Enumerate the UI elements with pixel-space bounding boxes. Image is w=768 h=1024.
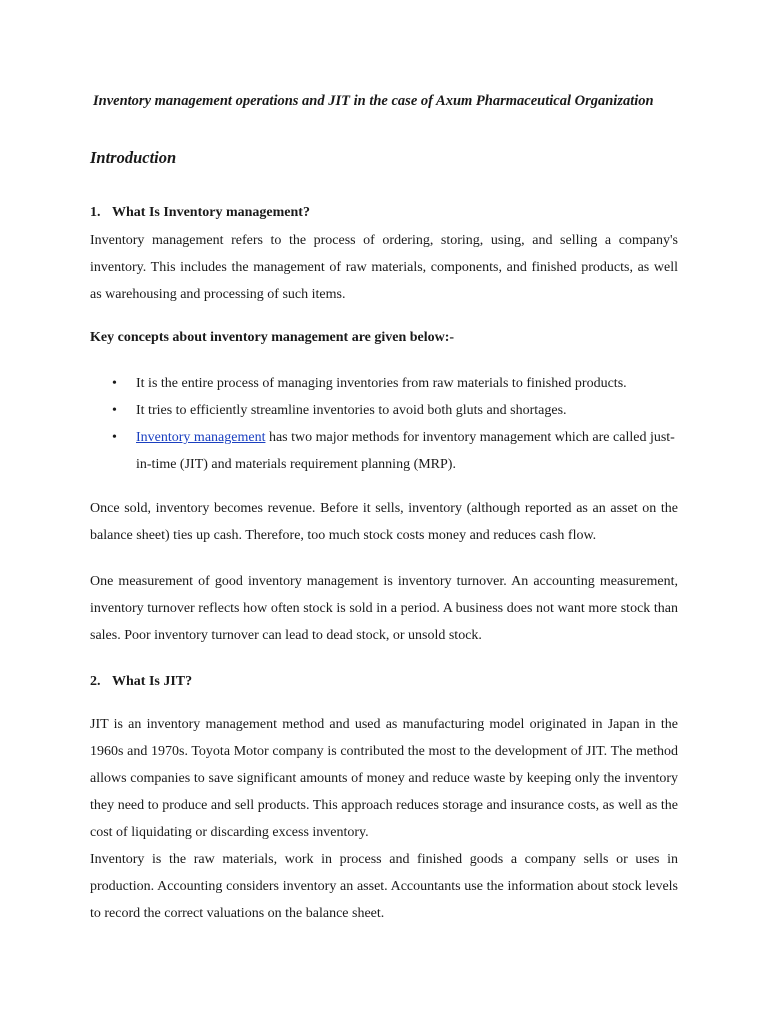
list-item (112, 397, 678, 424)
bullet-icon: • (112, 376, 117, 391)
section-2-paragraph-2: Inventory is the raw materials, work in process and finished goods a company sells or uses in production. Accounting considers inventory an asset. Accountants use the information about stock levels to record the correct valuations on the balance sheet. (90, 852, 678, 921)
key-concepts-list (112, 370, 678, 478)
list-item-text: It tries to efficiently streamline inventories to avoid both gluts and shortages. (136, 403, 567, 418)
section-1-paragraph: Inventory management refers to the process of ordering, storing, using, and selling a company's inventory. This includes the management of raw materials, components, and finished products, as well as warehousing and processing of such items. (90, 233, 678, 302)
list-item-text: has two major methods for inventory management which are called just-in-time (JIT) and materials requirement planning (MRP). (136, 430, 675, 472)
section-1-title: What Is Inventory management? (112, 205, 310, 220)
section-2-number: 2. (90, 674, 101, 689)
section-2-paragraph: JIT is an inventory management method and used as manufacturing model originated in Japan in the 1960s and 1970s. Toyota Motor company is contributed the most to the development of JIT. The method allows companies to save significant amounts of money and reduce waste by keeping only the inventory they need to produce and sell products. This approach reduces storage and insurance costs, as well as the cost of liquidating or discarding excess inventory. (90, 717, 678, 840)
section-1-paragraph-3: One measurement of good inventory management is inventory turnover. An accounting measurement, inventory turnover reflects how often stock is sold in a period. A business does not want more stock than sales. Poor inventory turnover can lead to dead stock, or unsold stock. (90, 574, 678, 643)
section-1-number: 1. (90, 205, 101, 220)
section-2-title: What Is JIT? (112, 674, 193, 689)
bullet-icon: • (112, 430, 117, 445)
list-item (112, 370, 678, 397)
section-1-paragraph-2: Once sold, inventory becomes revenue. Before it sells, inventory (although reported as an asset on the balance sheet) ties up cash. Therefore, too much stock costs money and reduces cash flow. (90, 501, 678, 543)
bullet-icon: • (112, 403, 117, 418)
introduction-heading: Introduction (90, 148, 177, 167)
key-concepts-heading: Key concepts about inventory management are given below:- (90, 330, 455, 345)
section-1-heading (90, 205, 310, 221)
list-item (112, 424, 678, 478)
section-2-heading (90, 674, 192, 690)
document-title: Inventory management operations and JIT in the case of Axum Pharmaceutical Organization (93, 93, 654, 109)
inventory-management-link[interactable]: Inventory management (136, 430, 266, 445)
list-item-text: It is the entire process of managing inventories from raw materials to finished products. (136, 376, 627, 391)
